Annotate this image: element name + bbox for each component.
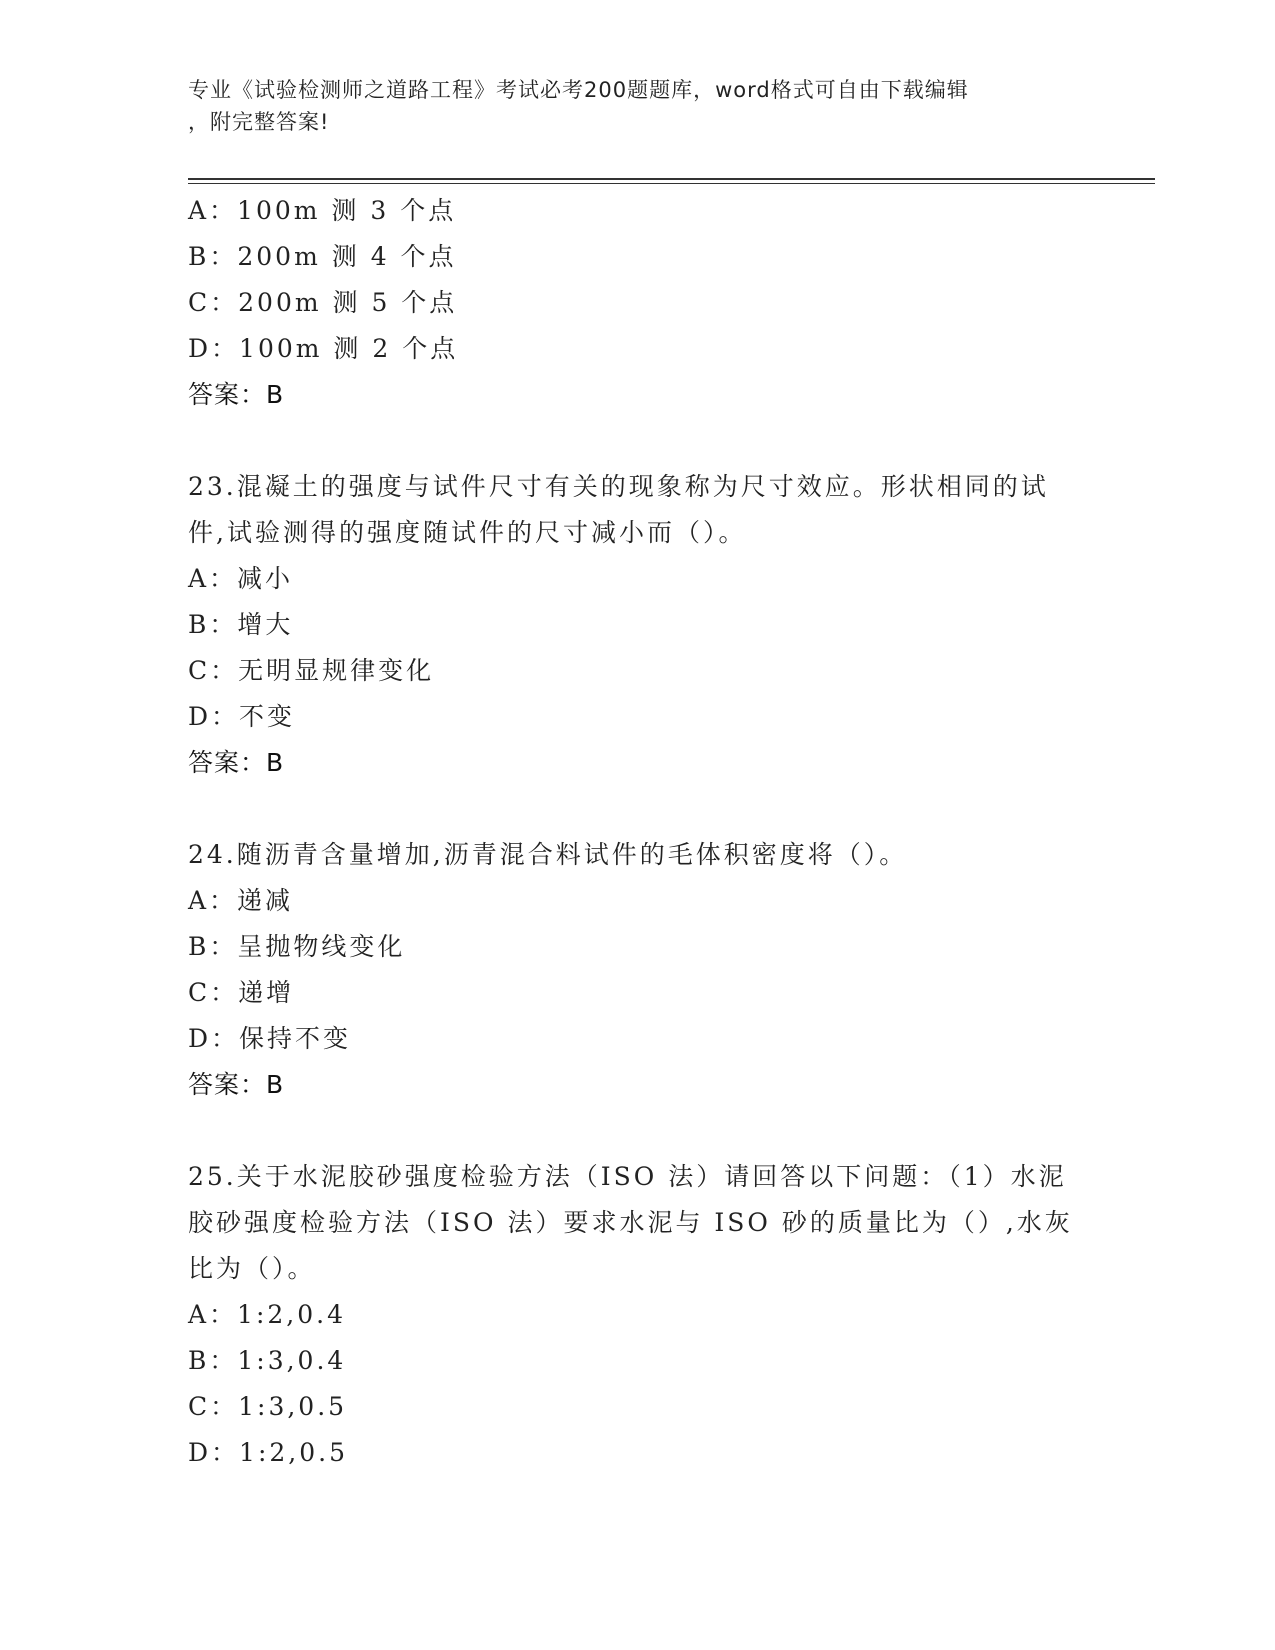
- question-block: [188, 1154, 1088, 1476]
- option-a: A：1:2,0.4: [188, 1300, 346, 1329]
- question-block: [188, 464, 1088, 786]
- question-block: [188, 832, 1088, 1108]
- answer-line: 答案：B: [188, 1070, 285, 1099]
- spacer: [188, 786, 1088, 832]
- option-b: B：200m 测 4 个点: [188, 242, 457, 271]
- option-c: C：无明显规律变化: [188, 656, 435, 685]
- question-list: [188, 188, 1088, 1476]
- option-d: D：不变: [188, 702, 296, 731]
- option-b: B：1:3,0.4: [188, 1346, 347, 1375]
- header-divider-thin: [188, 183, 1155, 184]
- question-stem-line: 胶砂强度检验方法（ISO 法）要求水泥与 ISO 砂的质量比为（）,水灰: [188, 1208, 1073, 1237]
- option-d: D：保持不变: [188, 1024, 352, 1053]
- option-c: C：1:3,0.5: [188, 1392, 348, 1421]
- option-b: B：增大: [188, 610, 294, 639]
- question-stem-line: 比为（）。: [188, 1254, 316, 1283]
- option-a: A：100m 测 3 个点: [188, 196, 457, 225]
- question-block: [188, 188, 1088, 418]
- header-divider-thick: [188, 178, 1155, 180]
- answer-line: 答案：B: [188, 748, 285, 777]
- question-stem-line: 23.混凝土的强度与试件尺寸有关的现象称为尺寸效应。形状相同的试: [188, 472, 1049, 501]
- spacer: [188, 418, 1088, 464]
- option-c: C：递增: [188, 978, 295, 1007]
- answer-line: 答案：B: [188, 380, 285, 409]
- question-stem-line: 24.随沥青含量增加,沥青混合料试件的毛体积密度将（）。: [188, 840, 908, 869]
- header-line-2: ，附完整答案!: [188, 110, 330, 134]
- header-line-1: 专业《试验检测师之道路工程》考试必考200题题库，word格式可自由下载编辑: [188, 78, 969, 102]
- document-header: [188, 74, 1088, 138]
- option-a: A：递减: [188, 886, 294, 915]
- option-c: C：200m 测 5 个点: [188, 288, 458, 317]
- spacer: [188, 1108, 1088, 1154]
- option-d: D：100m 测 2 个点: [188, 334, 459, 363]
- option-d: D：1:2,0.5: [188, 1438, 348, 1467]
- question-stem-line: 25.关于水泥胶砂强度检验方法（ISO 法）请回答以下问题：（1）水泥: [188, 1162, 1067, 1191]
- question-stem-line: 件,试验测得的强度随试件的尺寸减小而（）。: [188, 518, 747, 547]
- option-b: B：呈抛物线变化: [188, 932, 406, 961]
- option-a: A：减小: [188, 564, 294, 593]
